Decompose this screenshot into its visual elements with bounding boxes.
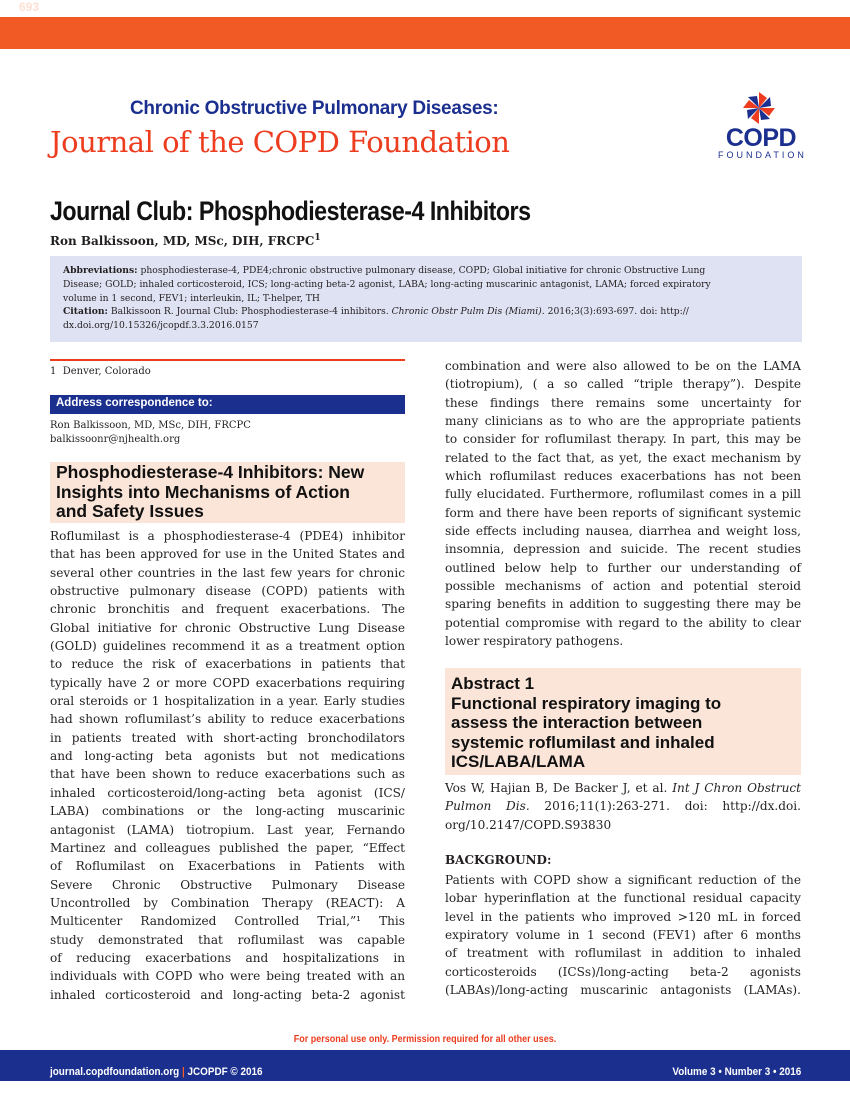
citation-journal: Chronic Obstr Pulm Dis (Miami). <box>391 306 545 318</box>
section-heading-line: and Safety Issues <box>56 501 204 521</box>
intro-paragraph <box>50 527 405 1004</box>
text-line: to reduce the risk of exacerbations in patients that <box>50 657 405 672</box>
footer-separator: | <box>181 1066 185 1078</box>
abstract-heading-line: ICS/LABA/LAMA <box>451 752 586 772</box>
text-line: several other countries in the last few years for chronic <box>50 565 405 580</box>
correspondence-email[interactable]: balkissoonr@njhealth.org <box>50 434 181 445</box>
reference-journal: Int J Chron Obstruct <box>672 781 801 795</box>
text-line: potential compromise with regard to the ability to clear <box>445 615 801 630</box>
abstract-1-reference <box>445 779 801 834</box>
text-line: related to the fact that, as yet, the exact mechanism by <box>445 450 801 465</box>
footer-left <box>50 1066 262 1078</box>
text-line: Multicenter Randomized Controlled Trial,”¹ This <box>50 914 405 929</box>
text-line: corticosteroids (ICSs)/long-acting beta-2 agonists <box>445 964 801 979</box>
text-line: obstructive pulmonary disease (COPD) patients with <box>50 584 405 599</box>
reference-line <box>445 797 801 815</box>
text-line: individuals with COPD who were being treated with an <box>50 969 405 984</box>
page-number: 693 <box>19 0 40 14</box>
text-line: that have been shown to reduce exacerbations such as <box>50 767 405 782</box>
text-line: outlined below help to further our understanding of <box>445 560 801 575</box>
abstract-heading-line: Functional respiratory imaging to <box>451 693 722 713</box>
top-color-bar <box>0 17 850 49</box>
footnote-number: 1 <box>50 366 57 377</box>
text-line: expiratory volume in 1 second (FEV1) after 6 months <box>445 928 801 943</box>
logo-wordmark: COPD <box>725 124 797 152</box>
footer-journal: JCOPDF © 2016 <box>187 1066 263 1078</box>
citation-doi[interactable]: dx.doi.org/10.15326/jcopdf.3.3.2016.0157 <box>63 320 259 332</box>
text-line: (tiotropium), ( a so called “triple therapy”). Despite <box>445 377 801 392</box>
footnote-divider <box>50 359 405 361</box>
text-line: insomnia, depression and suicide. The recent studies <box>445 542 801 557</box>
footnote-text: Denver, Colorado <box>62 366 151 377</box>
text-line: inhaled corticosteroid and long-acting beta-2 agonist <box>50 987 405 1002</box>
text-line: combination and were also allowed to be on the LAMA <box>445 359 801 373</box>
abbreviations-line-1 <box>63 264 789 278</box>
text-line: in patients treated with short-acting bronchodilators <box>50 730 405 745</box>
text-line: Severe Chronic Obstructive Pulmonary Disease <box>50 877 405 892</box>
abstract-heading-line: systemic roflumilast and inhaled <box>451 732 715 752</box>
author-names: Ron Balkissoon, MD, MSc, DIH, FRCPC <box>50 234 315 248</box>
pinwheel-icon <box>741 90 777 126</box>
abbreviations-box <box>50 256 802 342</box>
abbreviations-text-1: phosphodiesterase-4, PDE4;chronic obstructive pulmonary disease, COPD; Global initiative for chronic Obstructive Lung <box>140 265 706 276</box>
background-paragraph <box>445 871 801 999</box>
affiliation-footnote <box>50 366 151 377</box>
text-line: of Roflumilast on Exacerbations in Patients with <box>50 859 405 874</box>
text-line: lower respiratory pathogens. <box>445 634 624 649</box>
text-line: fully elucidated. Furthermore, roflumilast comes in a pill <box>445 487 801 502</box>
text-line: (GOLD) guidelines recommend it as a treatment option <box>50 639 405 654</box>
text-line: level in the patients who improved >120 mL in forced <box>445 909 801 924</box>
text-line: oral steroids or 1 hospitalization in a year. Early studies <box>50 694 405 709</box>
citation-text: Balkissoon R. Journal Club: Phosphodiesterase-4 inhibitors. <box>110 306 389 318</box>
article-title: Journal Club: Phosphodiesterase-4 Inhibitors <box>50 196 531 226</box>
text-line: possible mechanisms of action and potential steroid <box>445 579 801 594</box>
reference-line[interactable]: org/10.2147/COPD.S93830 <box>445 817 612 832</box>
abbreviations-line-2: Disease; GOLD; inhaled corticosteroid, ICS; long-acting beta-2 agonist, LABA; long-acting muscarinic antagonist, LAMA; forced expiratory <box>63 278 711 290</box>
reference-doi: 2016;11(1):263-271. doi: http://dx.doi. <box>544 799 801 814</box>
author-line <box>50 233 321 248</box>
reference-journal-2: Pulmon Dis. <box>445 799 530 814</box>
abstract-heading-line: assess the interaction between <box>451 713 703 733</box>
text-line: Global initiative for chronic Obstructive Lung Disease <box>50 620 405 635</box>
text-line: of reducing exacerbations and hospitalizations in <box>50 950 405 965</box>
reference-line <box>445 779 801 797</box>
text-line: side effects including nausea, diarrhea and weight loss, <box>445 524 801 539</box>
text-line: and long-acting beta agonists but not medications <box>50 749 405 764</box>
footer-bar <box>0 1050 850 1081</box>
text-line: Martinez and colleagues published the paper, “Effect <box>50 840 405 855</box>
citation-line-1 <box>63 305 789 319</box>
text-line: which roflumilast reduces exacerbations has not been <box>445 469 801 484</box>
footer-site-link[interactable]: journal.copdfoundation.org <box>50 1066 180 1078</box>
section-heading-pde4 <box>50 462 405 523</box>
text-line: had shown roflumilast’s ability to reduce exacerbations <box>50 712 405 727</box>
text-line: LABA) combinations or the long-acting muscarinic <box>50 804 405 819</box>
text-line: many clinicians as to who are the appropriate patients <box>445 414 801 429</box>
text-line: Patients with COPD show a significant reduction of the <box>445 873 801 887</box>
text-line: typically have 2 or more COPD exacerbations requiring <box>50 675 405 690</box>
correspondence-heading: Address correspondence to: <box>50 395 405 414</box>
intro-paragraph-continued <box>445 357 801 651</box>
copd-foundation-logo <box>716 90 806 162</box>
usage-notice: For personal use only. Permission required for all other uses. <box>293 1034 557 1045</box>
citation-label: Citation: <box>63 306 108 318</box>
section-heading-line: Phosphodiesterase-4 Inhibitors: New <box>56 462 365 482</box>
section-heading-line: Insights into Mechanisms of Action <box>56 481 350 502</box>
text-line: Uncontrolled by Combination Therapy (REACT): A <box>50 895 405 910</box>
correspondence-block <box>50 419 251 447</box>
text-line: chronic bronchitis and frequent exacerbations. The <box>50 602 405 617</box>
logo-subtext: FOUNDATION <box>718 150 807 160</box>
footer-volume: Volume 3 • Number 3 • 2016 <box>672 1066 801 1078</box>
text-line: (LABAs)/long-acting muscarinic antagonists (LAMAs). <box>445 983 801 998</box>
text-line: of treatment with roflumilast in addition to inhaled <box>445 946 801 961</box>
text-line: that has been approved for use in the United States and <box>50 547 405 562</box>
reference-authors: Vos W, Hajian B, De Backer J, et al. <box>445 781 668 795</box>
correspondence-name: Ron Balkissoon, MD, MSc, DIH, FRCPC <box>50 420 251 431</box>
background-label: BACKGROUND: <box>445 853 552 867</box>
text-line: antagonist (LAMA) tiotropium. Last year, Fernando <box>50 822 405 837</box>
abbreviations-line-3: volume in 1 second, FEV1; interleukin, IL; T-helper, TH <box>63 292 320 304</box>
text-line: lobar hyperinflation at the functional residual capacity <box>445 891 801 906</box>
journal-title: Journal of the COPD Foundation <box>50 125 510 159</box>
abstract-1-heading <box>445 668 801 775</box>
citation-ref: 2016;3(3):693-697. doi: http:// <box>547 306 689 318</box>
abstract-heading-line: Abstract 1 <box>451 674 535 693</box>
text-line: these findings there remains some uncertainty for <box>445 395 801 410</box>
text-line: to consider for roflumilast therapy. In part, this may be <box>445 432 801 447</box>
text-line: study demonstrated that roflumilast was capable <box>50 932 405 947</box>
journal-subtitle: Chronic Obstructive Pulmonary Diseases: <box>130 98 499 119</box>
text-line: Roflumilast is a phosphodiesterase-4 (PDE4) inhibitor <box>50 529 405 543</box>
text-line: form and there have been reports of significant systemic <box>445 505 801 520</box>
text-line: sparing benefits in addition to suggesting there may be <box>445 597 801 612</box>
text-line: inhaled corticosteroid/long-acting beta agonist (ICS/ <box>50 785 405 800</box>
abbreviations-label: Abbreviations: <box>63 265 138 276</box>
author-affiliation-mark: 1 <box>314 233 321 243</box>
